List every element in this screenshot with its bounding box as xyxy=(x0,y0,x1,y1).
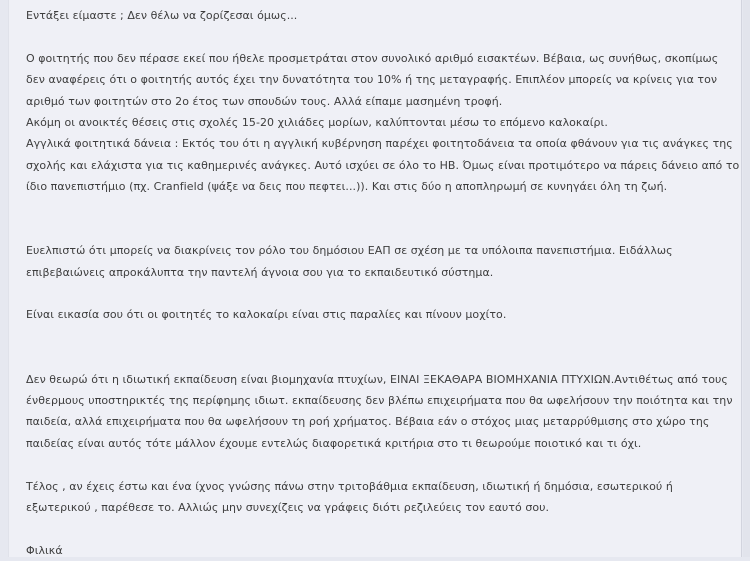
paragraph-2-line: επιβεβαιώνεις απροκάλυπτα την παντελή άγνοια σου για το εκπαιδευτικό σύστημα. xyxy=(26,265,494,279)
signoff: Φιλικά xyxy=(26,543,63,557)
paragraph-spacer xyxy=(26,326,741,347)
paragraph-5-line: εξωτερικού , παρέθεσε το. Αλλιώς μην συνεχίζεις να γράφεις διότι ρεζιλεύεις τον εαυτό σου. xyxy=(26,500,550,514)
paragraph-2-line: Ευελπιστώ ότι μπορείς να διακρίνεις τον ρόλο του δημόσιου ΕΑΠ σε σχέση με τα υπόλοιπα πανεπιστήμια. Ειδάλλως xyxy=(26,244,673,258)
paragraph-spacer xyxy=(26,454,741,475)
paragraph-1-line: Ο φοιτητής που δεν πέρασε εκεί που ήθελε προσμετράται στον συνολικό αριθμό εισακτέων. Βέβαια, ως συνήθως, σκοπίμως xyxy=(26,51,719,65)
paragraph-1-line: ίδιο πανεπιστήμιο (πχ. Cranfield (ψάξε να δεις που πεφτει...)). Και στις δύο η αποπληρωμή σε κυνηγάει όλη τη ζωή. xyxy=(26,180,668,194)
paragraph-spacer xyxy=(26,518,741,539)
opening-line: Εντάξει είμαστε ; Δεν θέλω να ζορίζεσαι όμως... xyxy=(26,9,298,22)
paragraph-spacer xyxy=(26,198,741,219)
paragraph-4-line: παιδεία, αλλά επιχειρήματα που θα ωφελήσουν τη ροή χρήματος. Βέβαια εάν ο στόχος μιας μεταρρύθμισης στο χώρο της xyxy=(26,415,710,429)
paragraph-4-line: Δεν θεωρώ ότι η ιδιωτική εκπαίδευση είναι βιομηχανία πτυχίων, ΕΙΝΑΙ ΞΕΚΑΘΑΡΑ ΒΙΟΜΗΧΑΝΙΑ ΠΤΥΧΙΩΝ.Αντιθέτως από τους xyxy=(26,372,728,386)
paragraph-4-line: παιδείας είναι αυτός τότε μάλλον έχουμε εντελώς διαφορετικά κριτήρια στο τι θεωρούμε ποιοτικό και τι όχι. xyxy=(26,436,642,450)
paragraph-spacer xyxy=(26,219,741,240)
paragraph-4-line: ένθερμους υποστηρικτές της περίφημης ιδιωτ. εκπαίδευσης δεν βλέπω επιχειρήματα που θα ωφελήσουν την ποιότητα και την xyxy=(26,394,733,408)
paragraph-spacer xyxy=(26,347,741,368)
paragraph-1-line: Αγγλικά φοιτητικά δάνεια : Εκτός του ότι η αγγλική κυβέρνηση παρέχει φοιτητοδάνεια τα οποία φθάνουν για τις ανάγκες της xyxy=(26,137,733,151)
paragraph-1-line: Ακόμη οι ανοικτές θέσεις στις σχολές 15-20 χιλιάδες μορίων, καλύπτονται μέσω το επόμενο καλοκαίρι. xyxy=(26,115,608,129)
paragraph-5-line: Τέλος , αν έχεις έστω και ένα ίχνος γνώσης πάνω στην τριτοβάθμια εκπαίδευση, ιδιωτική ή δημόσια, εσωτερικού ή xyxy=(26,479,673,493)
paragraph-spacer xyxy=(26,283,741,304)
paragraph-3-line: Είναι εικασία σου ότι οι φοιτητές το καλοκαίρι είναι στις παραλίες και πίνουν μοχίτο. xyxy=(26,308,507,322)
paragraph-1-line: αριθμό των φοιτητών στο 2ο έτος των σπουδών τους. Αλλά είπαμε μασημένη τροφή. xyxy=(26,94,503,108)
paragraph-1-line: δεν αναφέρεις ότι ο φοιτητής αυτός έχει την δυνατότητα του 10% ή της μεταγραφής. Επιπλέον μπορείς να κρίνεις για τον xyxy=(26,73,718,87)
paragraph-1-line: σχολής και ελάχιστα για τις καθημερινές ανάγκες. Αυτό ισχύει σε όλο το ΗΒ. Όμως είναι προτιμότερο να πάρεις δάνειο από το xyxy=(26,158,740,172)
forum-post-body xyxy=(8,0,742,557)
paragraph-spacer xyxy=(26,26,741,47)
page-edge xyxy=(743,0,750,557)
